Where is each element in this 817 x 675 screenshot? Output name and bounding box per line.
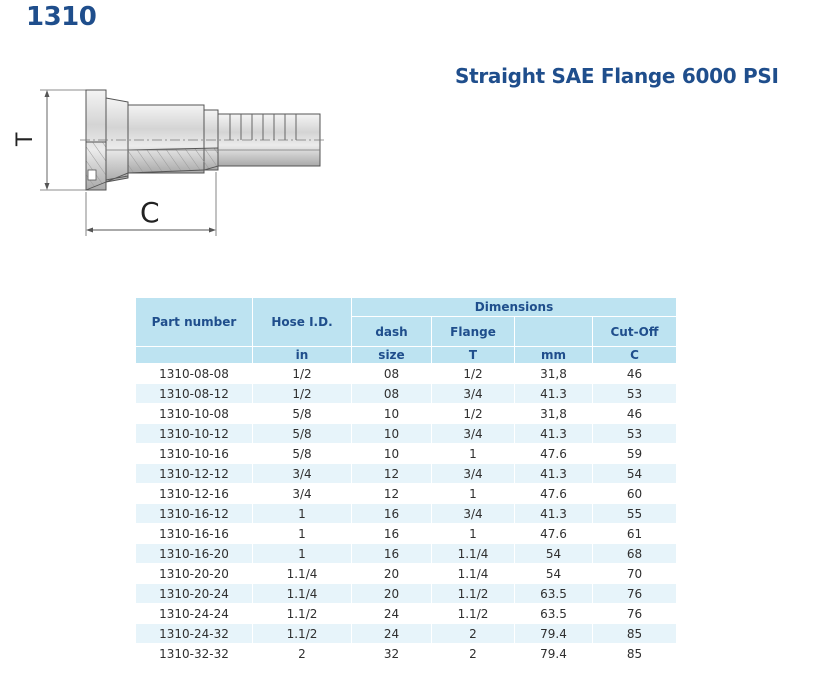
table-row bbox=[136, 484, 677, 504]
cell-flange: 2 bbox=[432, 624, 515, 644]
cell-cutoff: 46 bbox=[593, 404, 677, 424]
cell-part: 1310-20-24 bbox=[136, 584, 253, 604]
cell-part: 1310-16-12 bbox=[136, 504, 253, 524]
cell-part: 1310-16-16 bbox=[136, 524, 253, 544]
cell-mm: 54 bbox=[515, 544, 593, 564]
cell-flange: 1/2 bbox=[432, 404, 515, 424]
cell-cutoff: 61 bbox=[593, 524, 677, 544]
cell-dash: 10 bbox=[352, 444, 432, 464]
cell-dash: 12 bbox=[352, 464, 432, 484]
table-row bbox=[136, 644, 677, 664]
cell-dash: 24 bbox=[352, 624, 432, 644]
cell-hose: 1.1/2 bbox=[253, 604, 352, 624]
cell-dash: 12 bbox=[352, 484, 432, 504]
cell-flange: 1 bbox=[432, 444, 515, 464]
cell-flange: 1.1/4 bbox=[432, 544, 515, 564]
table-row bbox=[136, 584, 677, 604]
cell-mm: 47.6 bbox=[515, 484, 593, 504]
cell-flange: 1/2 bbox=[432, 364, 515, 384]
cell-hose: 1 bbox=[253, 544, 352, 564]
cell-dash: 10 bbox=[352, 424, 432, 444]
table-row bbox=[136, 464, 677, 484]
cell-cutoff: 76 bbox=[593, 604, 677, 624]
cell-mm: 41.3 bbox=[515, 504, 593, 524]
header-hose-id: Hose I.D. bbox=[253, 298, 352, 347]
cell-hose: 5/8 bbox=[253, 424, 352, 444]
table-row bbox=[136, 624, 677, 644]
cell-mm: 41.3 bbox=[515, 384, 593, 404]
cell-hose: 1/2 bbox=[253, 384, 352, 404]
cell-cutoff: 53 bbox=[593, 424, 677, 444]
cell-cutoff: 59 bbox=[593, 444, 677, 464]
cell-dash: 16 bbox=[352, 524, 432, 544]
cell-hose: 5/8 bbox=[253, 444, 352, 464]
table-row bbox=[136, 604, 677, 624]
cell-part: 1310-12-16 bbox=[136, 484, 253, 504]
cell-flange: 3/4 bbox=[432, 384, 515, 404]
cell-cutoff: 55 bbox=[593, 504, 677, 524]
cell-dash: 10 bbox=[352, 404, 432, 424]
cell-mm: 41.3 bbox=[515, 424, 593, 444]
c-label: C bbox=[140, 196, 160, 229]
cell-mm: 54 bbox=[515, 564, 593, 584]
cell-flange: 1.1/2 bbox=[432, 604, 515, 624]
cell-hose: 3/4 bbox=[253, 484, 352, 504]
cell-flange: 1 bbox=[432, 484, 515, 504]
header-part-number: Part number bbox=[136, 298, 253, 347]
cell-part: 1310-08-08 bbox=[136, 364, 253, 384]
table-row bbox=[136, 364, 677, 384]
cell-mm: 79.4 bbox=[515, 644, 593, 664]
product-code: 1310 bbox=[26, 2, 97, 32]
cell-dash: 08 bbox=[352, 364, 432, 384]
cell-mm: 63.5 bbox=[515, 584, 593, 604]
table-row bbox=[136, 424, 677, 444]
cell-part: 1310-32-32 bbox=[136, 644, 253, 664]
table-row bbox=[136, 564, 677, 584]
cell-dash: 08 bbox=[352, 384, 432, 404]
header-cutoff: Cut-Off bbox=[593, 317, 677, 347]
header-blank bbox=[515, 317, 593, 347]
unit-mm: mm bbox=[515, 347, 593, 364]
dimensions-table bbox=[135, 297, 677, 664]
cell-cutoff: 60 bbox=[593, 484, 677, 504]
cell-cutoff: 70 bbox=[593, 564, 677, 584]
cell-mm: 31,8 bbox=[515, 364, 593, 384]
header-dimensions: Dimensions bbox=[352, 298, 677, 317]
cell-hose: 1/2 bbox=[253, 364, 352, 384]
cell-part: 1310-24-32 bbox=[136, 624, 253, 644]
cell-dash: 20 bbox=[352, 564, 432, 584]
product-title: Straight SAE Flange 6000 PSI bbox=[455, 64, 779, 88]
cell-flange: 3/4 bbox=[432, 424, 515, 444]
table-row bbox=[136, 384, 677, 404]
cell-hose: 1.1/4 bbox=[253, 564, 352, 584]
cell-mm: 47.6 bbox=[515, 524, 593, 544]
cell-part: 1310-24-24 bbox=[136, 604, 253, 624]
cell-part: 1310-20-20 bbox=[136, 564, 253, 584]
cell-flange: 1 bbox=[432, 524, 515, 544]
t-label: T bbox=[13, 132, 38, 146]
cell-part: 1310-16-20 bbox=[136, 544, 253, 564]
cell-dash: 16 bbox=[352, 504, 432, 524]
cell-flange: 1.1/2 bbox=[432, 584, 515, 604]
cell-hose: 1 bbox=[253, 524, 352, 544]
fitting-body bbox=[80, 90, 326, 190]
cell-part: 1310-08-12 bbox=[136, 384, 253, 404]
cell-dash: 16 bbox=[352, 544, 432, 564]
table-row bbox=[136, 524, 677, 544]
cell-cutoff: 68 bbox=[593, 544, 677, 564]
table-row bbox=[136, 544, 677, 564]
cell-hose: 3/4 bbox=[253, 464, 352, 484]
cell-hose: 1.1/2 bbox=[253, 624, 352, 644]
cell-hose: 2 bbox=[253, 644, 352, 664]
unit-hose: in bbox=[253, 347, 352, 364]
cell-part: 1310-12-12 bbox=[136, 464, 253, 484]
cell-mm: 47.6 bbox=[515, 444, 593, 464]
cell-mm: 79.4 bbox=[515, 624, 593, 644]
cell-mm: 31,8 bbox=[515, 404, 593, 424]
cell-mm: 63.5 bbox=[515, 604, 593, 624]
header-dash: dash bbox=[352, 317, 432, 347]
cell-hose: 1 bbox=[253, 504, 352, 524]
fitting-drawing bbox=[0, 80, 340, 240]
cell-hose: 1.1/4 bbox=[253, 584, 352, 604]
cell-hose: 5/8 bbox=[253, 404, 352, 424]
cell-cutoff: 54 bbox=[593, 464, 677, 484]
cell-cutoff: 76 bbox=[593, 584, 677, 604]
cell-part: 1310-10-08 bbox=[136, 404, 253, 424]
unit-dash: size bbox=[352, 347, 432, 364]
table-row bbox=[136, 504, 677, 524]
cell-flange: 3/4 bbox=[432, 504, 515, 524]
header-flange: Flange bbox=[432, 317, 515, 347]
unit-blank bbox=[136, 347, 253, 364]
table-row bbox=[136, 444, 677, 464]
cell-flange: 2 bbox=[432, 644, 515, 664]
cell-dash: 20 bbox=[352, 584, 432, 604]
cell-mm: 41.3 bbox=[515, 464, 593, 484]
unit-flange: T bbox=[432, 347, 515, 364]
cell-flange: 1.1/4 bbox=[432, 564, 515, 584]
cell-part: 1310-10-12 bbox=[136, 424, 253, 444]
cell-cutoff: 85 bbox=[593, 624, 677, 644]
cell-dash: 32 bbox=[352, 644, 432, 664]
unit-cutoff: C bbox=[593, 347, 677, 364]
cell-cutoff: 53 bbox=[593, 384, 677, 404]
cell-flange: 3/4 bbox=[432, 464, 515, 484]
table-row bbox=[136, 404, 677, 424]
cell-part: 1310-10-16 bbox=[136, 444, 253, 464]
cell-cutoff: 46 bbox=[593, 364, 677, 384]
cell-dash: 24 bbox=[352, 604, 432, 624]
cell-cutoff: 85 bbox=[593, 644, 677, 664]
